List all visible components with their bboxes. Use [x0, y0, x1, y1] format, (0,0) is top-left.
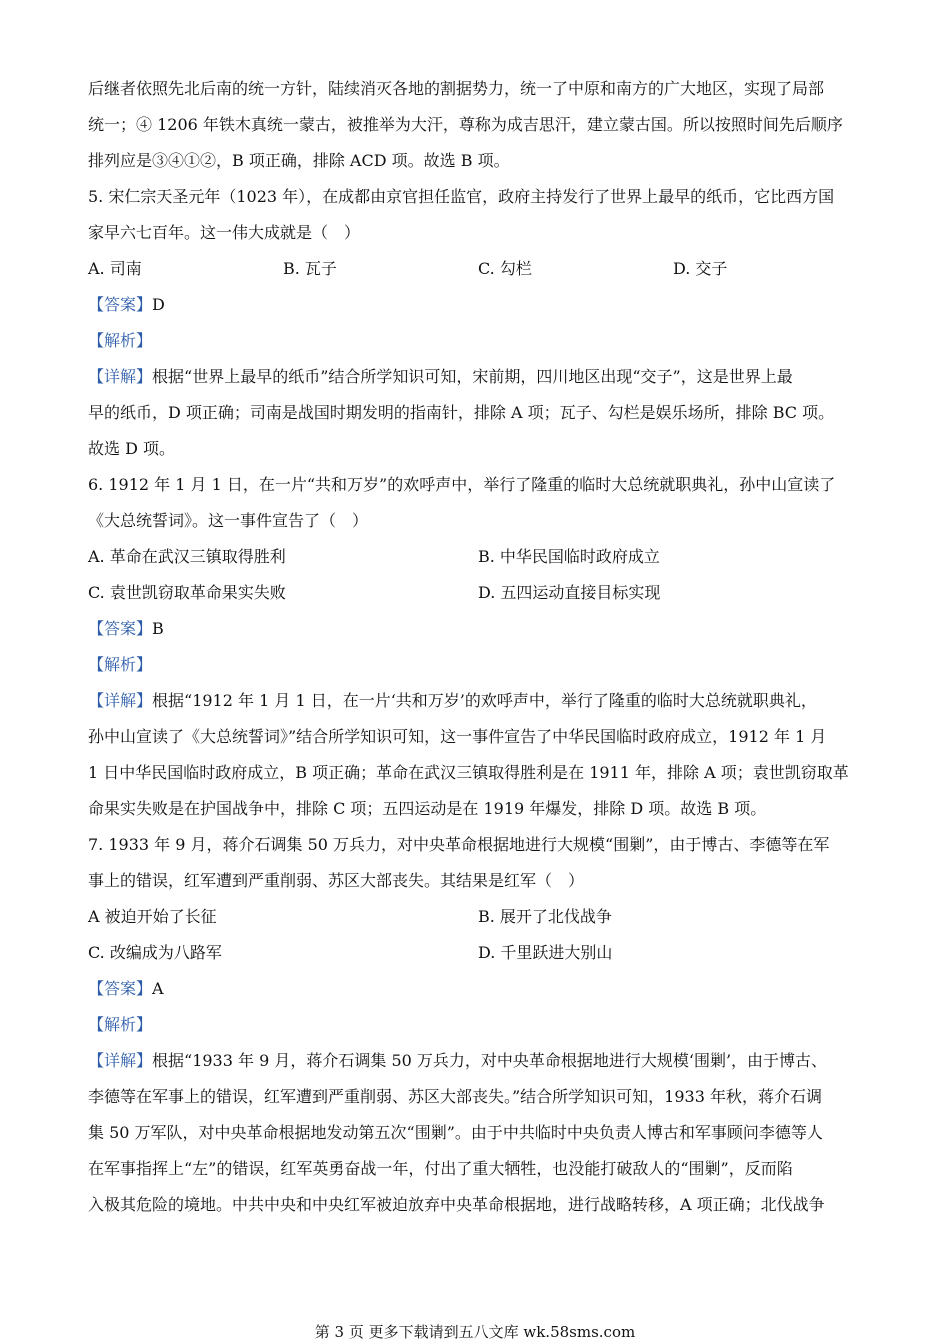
option-a: A 被迫开始了长征 [88, 907, 217, 926]
page-content [88, 78, 868, 1216]
option-d: D. 千里跃进大别山 [478, 943, 613, 962]
analysis-tag: 【解析】 [88, 655, 153, 674]
analysis-line [88, 654, 868, 676]
answer-line [88, 618, 868, 640]
detail-text: 早的纸币，D 项正确；司南是战国时期发明的指南针，排除 A 项；瓦子、勾栏是娱乐场所，排除 BC 项。 [88, 403, 835, 422]
detail-text: 李德等在军事上的错误，红军遭到严重削弱、苏区大部丧失。”结合所学知识可知，1933 年秋，蒋介石调 [88, 1087, 822, 1106]
answer-value: D [152, 295, 165, 314]
option-b: B. 展开了北伐战争 [478, 907, 612, 926]
option-c: C. 袁世凯窃取革命果实失败 [88, 583, 286, 602]
option-a: A. 革命在武汉三镇取得胜利 [88, 547, 286, 566]
question-5-stem: 5. 宋仁宗天圣元年（1023 年），在成都由京官担任监官，政府主持发行了世界上最早的纸币，它比西方国 [88, 187, 835, 206]
option-b: B. 中华民国临时政府成立 [478, 547, 660, 566]
detail-text: 1 日中华民国临时政府成立，B 项正确；革命在武汉三镇取得胜利是在 1911 年，排除 A 项；袁世凯窃取革 [88, 763, 849, 782]
text-line: 后继者依照先北后南的统一方针，陆续消灭各地的割据势力，统一了中原和南方的广大地区，实现了局部 [88, 79, 825, 98]
question-7-stem: 事上的错误，红军遭到严重削弱、苏区大部丧失。其结果是红军（ ） [88, 871, 585, 890]
analysis-line [88, 1014, 868, 1036]
detail-text: 根据“1933 年 9 月，蒋介石调集 50 万兵力，对中央革命根据地进行大规模‘围剿’，由于博古、 [152, 1051, 828, 1070]
answer-tag: 【答案】 [88, 619, 153, 638]
option-d: D. 交子 [673, 259, 728, 278]
detail-text: 孙中山宣读了《大总统誓词》”结合所学知识可知，这一事件宣告了中华民国临时政府成立，1912 年 1 月 [88, 727, 827, 746]
page-footer: 第 3 页 更多下载请到五八文库 wk.58sms.com [314, 1323, 636, 1341]
detail-tag: 【详解】 [88, 367, 153, 386]
detail-text: 集 50 万军队，对中央革命根据地发动第五次“围剿”。由于中共临时中央负责人博古和军事顾问李德等人 [88, 1123, 823, 1142]
detail-text: 故选 D 项。 [88, 439, 176, 458]
question-7-options [88, 906, 868, 928]
answer-value: A [152, 979, 164, 998]
answer-line [88, 294, 868, 316]
text-line: 排列应是③④①②，B 项正确，排除 ACD 项。故选 B 项。 [88, 151, 510, 170]
detail-tag: 【详解】 [88, 691, 153, 710]
detail-tag: 【详解】 [88, 1051, 153, 1070]
detail-text: 根据“1912 年 1 月 1 日，在一片‘共和万岁’的欢呼声中，举行了隆重的临时大总统就职典礼， [152, 691, 817, 710]
detail-text: 入极其危险的境地。中共中央和中央红军被迫放弃中央革命根据地，进行战略转移，A 项正确；北伐战争 [88, 1195, 825, 1214]
detail-line [88, 690, 868, 712]
analysis-line [88, 330, 868, 352]
detail-text: 根据“世界上最早的纸币”结合所学知识可知，宋前期，四川地区出现“交子”，这是世界上最 [152, 367, 793, 386]
answer-value: B [152, 619, 164, 638]
option-a: A. 司南 [88, 259, 142, 278]
question-7-stem: 7. 1933 年 9 月，蒋介石调集 50 万兵力，对中央革命根据地进行大规模“围剿”，由于博古、李德等在军 [88, 835, 830, 854]
option-c: C. 勾栏 [478, 259, 532, 278]
detail-text: 命果实失败是在护国战争中，排除 C 项；五四运动是在 1919 年爆发，排除 D 项。故选 B 项。 [88, 799, 767, 818]
question-6-options [88, 546, 868, 568]
option-d: D. 五四运动直接目标实现 [478, 583, 661, 602]
question-6-stem: 《大总统誓词》。这一事件宣告了（ ） [88, 511, 369, 530]
option-c: C. 改编成为八路军 [88, 943, 222, 962]
analysis-tag: 【解析】 [88, 331, 153, 350]
question-6-stem: 6. 1912 年 1 月 1 日，在一片“共和万岁”的欢呼声中，举行了隆重的临时大总统就职典礼，孙中山宣读了 [88, 475, 836, 494]
answer-tag: 【答案】 [88, 979, 153, 998]
analysis-tag: 【解析】 [88, 1015, 153, 1034]
question-6-options [88, 582, 868, 604]
answer-tag: 【答案】 [88, 295, 153, 314]
detail-line [88, 366, 868, 388]
question-5-options [88, 258, 868, 280]
option-b: B. 瓦子 [283, 259, 337, 278]
question-5-stem: 家早六七百年。这一伟大成就是（ ） [88, 223, 361, 242]
detail-text: 在军事指挥上“左”的错误，红军英勇奋战一年，付出了重大牺牲，也没能打破敌人的“围剿”，反而陷 [88, 1159, 793, 1178]
answer-line [88, 978, 868, 1000]
text-line: 统一；④ 1206 年铁木真统一蒙古，被推举为大汗，尊称为成吉思汗，建立蒙古国。所以按照时间先后顺序 [88, 115, 843, 134]
question-7-options [88, 942, 868, 964]
detail-line [88, 1050, 868, 1072]
